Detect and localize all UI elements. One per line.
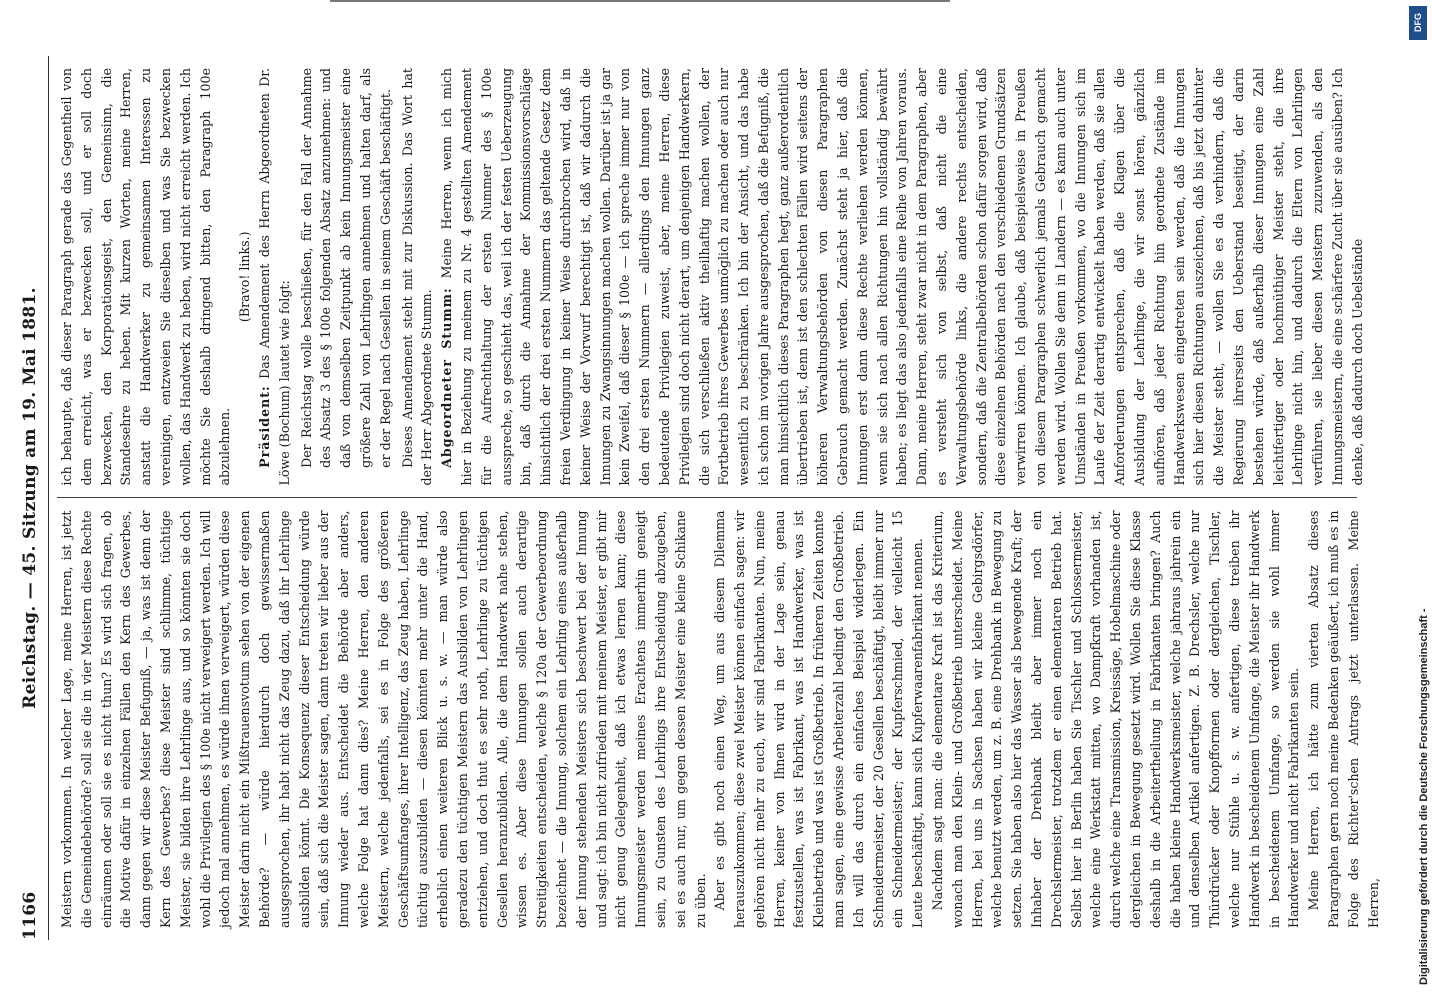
page-number: 1166: [20, 891, 40, 940]
paragraph: Aber es gibt noch einen Weg, um aus diesem Dilemma herauszukommen; diese zwei Meister können einfach sagen: wir gehören nicht mehr zu euch, wir sind Fabrikanten. Nun, meine Herren, keiner von Ihnen wird in der Lage sein, genau festzustellen, was ist Fabrikant, was ist Handwerker, was ist Kleinbetrieb und was ist Großbetrieb. In früheren Zeiten konnte man sagen, eine gewisse Arbeiterzahl bedingt den Großbetrieb. Ich will das durch ein einfaches Beispiel widerlegen. Ein Schneidermeister, der 20 Gesellen beschäftigt, bleibt immer nur ein Schneidermeister; der Kupferschmied, der vielleicht 15 Leute beschäftigt, kann sich Kupferwaarenfabrikant nennen.: [712, 510, 926, 928]
running-head-title: Reichstag. — 45. Sitzung am 19. Mai 1881.: [20, 287, 40, 709]
text-columns: [57, 56, 1381, 940]
interjection: (Bravo! links.): [237, 231, 253, 323]
left-column: [57, 499, 1381, 941]
speaker-text: Das Amendement des Herrn Abgeordneten Dr. Löwe (Bochum) lautet wie folgt:: [256, 68, 292, 486]
column-divider: [57, 498, 1357, 499]
dfg-logo: DFG: [1409, 6, 1427, 40]
paragraph: Dieses Amendement steht mit zur Diskussion. Das Wort hat der Herr Abgeordnete Stumm.: [399, 68, 435, 486]
running-head: [14, 56, 49, 940]
speaker-label: Präsident:: [256, 385, 272, 468]
amendment-text: Der Reichstag wolle beschließen, für den Fall der Annahme des Absatz 3 des § 100e folgenden Absatz anzunehmen: und daß von demselben Zeitpunkt ab kein Innungsmeister eine größere Zahl von Lehrlingen annehmen und halten darf, als er der Regel nach Gesellen in seinem Geschäft beschäftigt.: [298, 68, 393, 468]
right-column: [57, 56, 1365, 498]
paragraph: ich behaupte, daß dieser Paragraph gerade das Gegentheil von dem erreicht, was er bezwecken soll, und er soll doch bezwecken, den Korporationsgeist, den Gemeinsinn, die Standesehre zu heben. Mit kurzen Worten, meine Herren, anstatt die Handwerker zu gemeinsamen Interessen zu vereinigen, entzweien Sie dieselben und was Sie bezwecken wollen, das Handwerk zu heben, wird nicht erreicht werden. Ich möchte Sie deshalb dringend bitten, den Paragraph 100e abzulehnen.: [59, 68, 233, 486]
speaker-text: Meine Herren, wenn ich mich hier in Beziehung zu meinem zu Nr. 4 gestellten Amendement für die Aufrechthaltung der ersten Nummer des § 100e ausspreche, so geschieht das, weil ich der festen Ueberzeugung bin, daß durch die Annahme der Kommissionsvorschläge hinsichtlich der drei ersten Nummern das geltende Gesetz dem freien Verdingung in keiner Weise durchbrochen wird, daß in keiner Weise der Vorwurf berechtigt ist, daß wir dadurch die Innungen zu Zwangsinnungen machen wollen. Darüber ist ja gar kein Zweifel, daß dieser § 100e — ich spreche immer nur von den drei ersten Nummern — allerdings den Innungen ganz bedeutende Privilegien zuweist, aber, meine Herren, diese Privilegien sind doch nicht derart, um denjenigen Handwerkern, die sich verschließen aktiv theilhaftig machen wollen, der Fortbetrieb ihres Gewerbes unmöglich zu machen oder auch nur wesentlich zu beschränken. Ich bin der Ansicht, und das habe ich schon im vorigen Jahre ausgesprochen, daß die Befugniß, die man hinsichtlich dieses Paragraphen hegt, ganz außerordentlich übertrieben ist, denn ist den schlechten Fällen wird seitens der höheren Verwaltungsbehörden von diesen Paragraphen Gebrauch gemacht werden. Zunächst steht ja hier, daß die Innungen erst dann diese Rechte verliehen werden können, wenn sie sich nach allen Richtungen hin vollständig bewährt haben; es liegt das also jedenfalls eine Reihe von Jahren voraus. Dann, meine Herren, steht zwar nicht in dem Paragraphen, aber es versteht sich von selbst, daß nicht die eine Verwaltungsbehörde links, die andere rechts entscheiden, sondern, daß die Zentralbehörden schon dafür sorgen wird, daß diese einzelnen Behörden nach den verschiedenen Grundsätzen verwirren können. Ich glaube, daß beispielsweise in Preußen von diesem Paragraphen schwerlich jemals Gebrauch gemacht werden wird. Wollen Sie denn in Landern — es kann auch unter Umständen in Preußen vorkommen, wo die Innungen sich im Laufe der Zeit derartig entwickelt haben werden, daß sie allen Anforderungen entsprechen, daß die Klagen über die Ausbildung der Lehrlinge, die wir sonst hören, gänzlich aufhören, daß jeder Richtung hin geordnete Zustände im Handwerkswesen eingetreten sein werden, daß die Innungen sich hier diesen Richtungen auszeichnen, daß bis jetzt dahinter die Meister steht, — wollen Sie es da verhindern, daß die Regierung ihrerseits den Ueberstand beseitigt, der darin bestehen würde, daß außerhalb dieser Innungen eine Zahl leichtfertiger oder hochmüthiger Meister steht, die ihre Lehrlinge nicht hin, und dadurch die Eltern von Lehrlingen verführen, sie lieber diesen Meistern zuzuwenden, als den Innungsmeistern, die eine schärfere Zucht über sie ausüben? Ich denke, daß dadurch doch Uebelstände: [439, 67, 1365, 486]
paragraph: Meistern vorkommen. In welcher Lage, meine Herren, ist jetzt die Gemeindebehörde? soll sie die in vier Meistern diese Rechte einräumen oder soll sie es nicht thun? Es wird sich fragen, ob die Motive dafür in einzelnen Fällen den Kern des Gewerbes, dann gegen wir diese Meister Befugniß, — ja, was ist denn der Kern des Gewerbes? diese Meister sind schlimme, tüchtige Meister, sie bilden ihre Lehrlinge aus, und so könnten sie doch wohl die Privilegien des § 100e nicht verweigert werden. Ich will jedoch mal annehmen, es würde ihnen verweigert, würden diese Meister darin nicht ein Mißtrauensvotum sehen von der eigenen Behörde? — würde hierdurch doch gewissermaßen ausgesprochen, ihr habt nicht das Zeug dazu, daß ihr Lehrlinge ausbilden könnt. Die Konsequenz dieser Entscheidung würde sein, daß sich die Meister sagen, dann treten wir lieber aus der Innung wieder aus. Entscheidet die Behörde aber anders, welche Folge hat dann dies? Meine Herren, den anderen Meistern, welche jedenfalls, sei es in Folge des größeren Geschäftsumfanges, ihrer Intelligenz, das Zeug haben, Lehrlinge tüchtig auszubilden — diesen könnten mehr unter die Hand, erheblich einen weiteren Blick u. s. w. — man würde also geradezu den tüchtigen Meistern das Ausbilden von Lehrlingen entziehen, und doch thut es sehr noth, Lehrlinge zu tüchtigen Gesellen heranzubilden. Alle, die dem Handwerk nahe stehen, wissen es. Aber diese Innungen sollen auch derartige Streitigkeiten entscheiden, welche § 120a der Gewerbeordnung bezeichnet — die Innung, solchem ein Lehrling eines außerhalb der Innung stehenden Meisters sich beschwert bei der Innung und sagt: ich bin nicht zufrieden mit meinem Meister, er gibt mir nicht genug Gelegenheit, daß ich etwas lernen kann; diese Innungsmeister werden meines Erachtens immerhin geneigt sein, zu Gunsten des Lehrlings ihre Entscheidung abzugeben, sei es auch nur, um gegen dessen Meister eine kleine Schikane zu üben.: [59, 510, 708, 928]
paragraph: Meine Herren, ich hätte zum vierten Absatz dieses Paragraphen gern noch meine Bedenken geäußert, ich muß es in Folge des Richter'schen Antrags jetzt unterlassen. Meine Herren,: [1306, 510, 1381, 928]
digitization-credit: [1404, 0, 1432, 1000]
credit-text: Digitalisierung gefördert durch die Deutsche Forschungsgemeinschaft -: [1418, 608, 1430, 985]
paragraph: Nachdem sagt man: die elementare Kraft ist das Kriterium, wonach man den Klein- und Großbetrieb unterscheidet. Meine Herren, bei uns in Sachsen haben wir kleine Gebirgsdörfer, welche benutzt werden, um z. B. eine Drehbank in Bewegung zu setzen. Sie haben also hier das Wasser als bewegende Kraft; der Inhaber der Drehbank bleibt aber immer noch ein Drechslermeister, trotzdem er einen elementaren Betrieb hat. Selbst hier in Berlin haben Sie Tischler und Schlossermeister, welche eine Werkstatt mitten, wo Dampfkraft vorhanden ist, durch welche eine Transmission, Kreissäge, Hobelmaschine oder dergleichen in Bewegung gesetzt wird. Wollen Sie diese Klasse deshalb in die Arbeitertheilung in Fabrikanten bringen? Auch die haben kleine Handwerksmeister, welche jahraus jahrein ein und denselben Artikel anfertigen. Z. B. Drechsler, welche nur Thürdrücker oder Knopfformen oder dergleichen, Tischler, welche nur Stühle u. s. w. anfertigen, diese treiben ihr Handwerk in bescheidenem Umfange, die Meister ihr Handwerk in bescheidenem Umfange, so werden sie wohl immer Handwerker und nicht Fabrikanten sein.: [930, 510, 1302, 928]
speaker-label: Abgeordneter Stumm:: [439, 287, 455, 468]
